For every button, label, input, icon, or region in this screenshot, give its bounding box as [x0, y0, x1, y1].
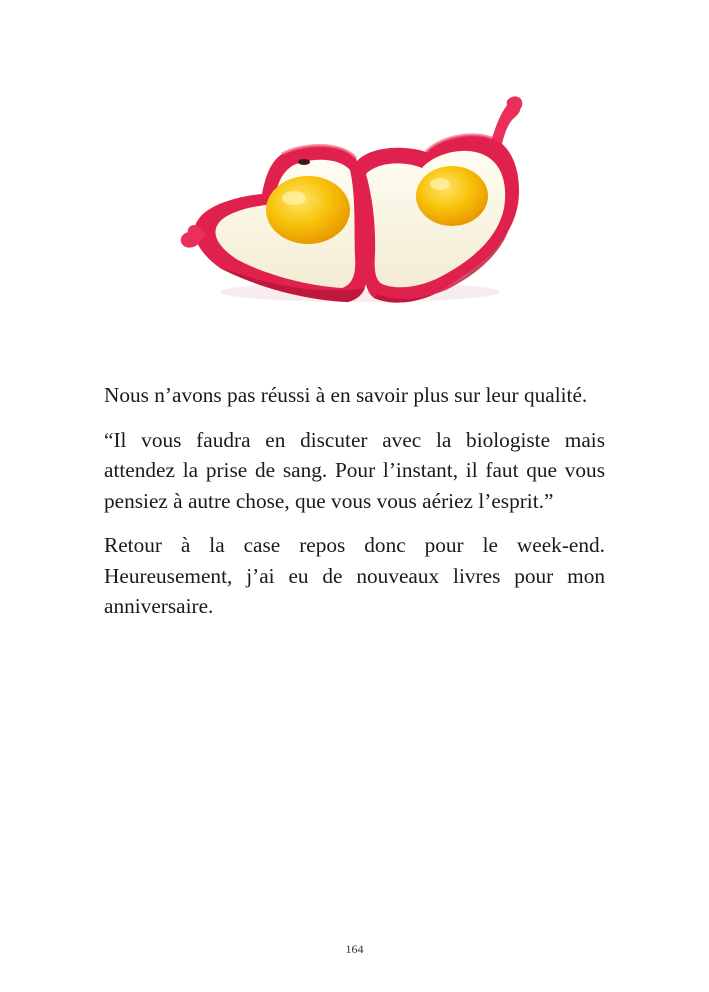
paragraph-2: “Il vous faudra en discuter avec la biologiste mais attendez la prise de sang. Pour l’instant, il faut que vous pensiez à autre chose, que vous vous aériez l’esprit.” [104, 427, 605, 513]
page-number: 164 [345, 942, 364, 956]
heart-egg-molds-illustration [170, 92, 540, 314]
right-yolk [416, 166, 488, 226]
left-yolk [266, 176, 350, 244]
paragraph-1: Nous n’avons pas réussi à en savoir plus sur leur qualité. [104, 383, 588, 407]
paragraph-3: Retour à la case repos donc pour le week-end. Heureusement, j’ai eu de nouveaux livres pour mon anniversaire. [104, 533, 605, 618]
heart-shaped-egg-molds-icon [170, 92, 540, 314]
body-text [104, 380, 605, 636]
